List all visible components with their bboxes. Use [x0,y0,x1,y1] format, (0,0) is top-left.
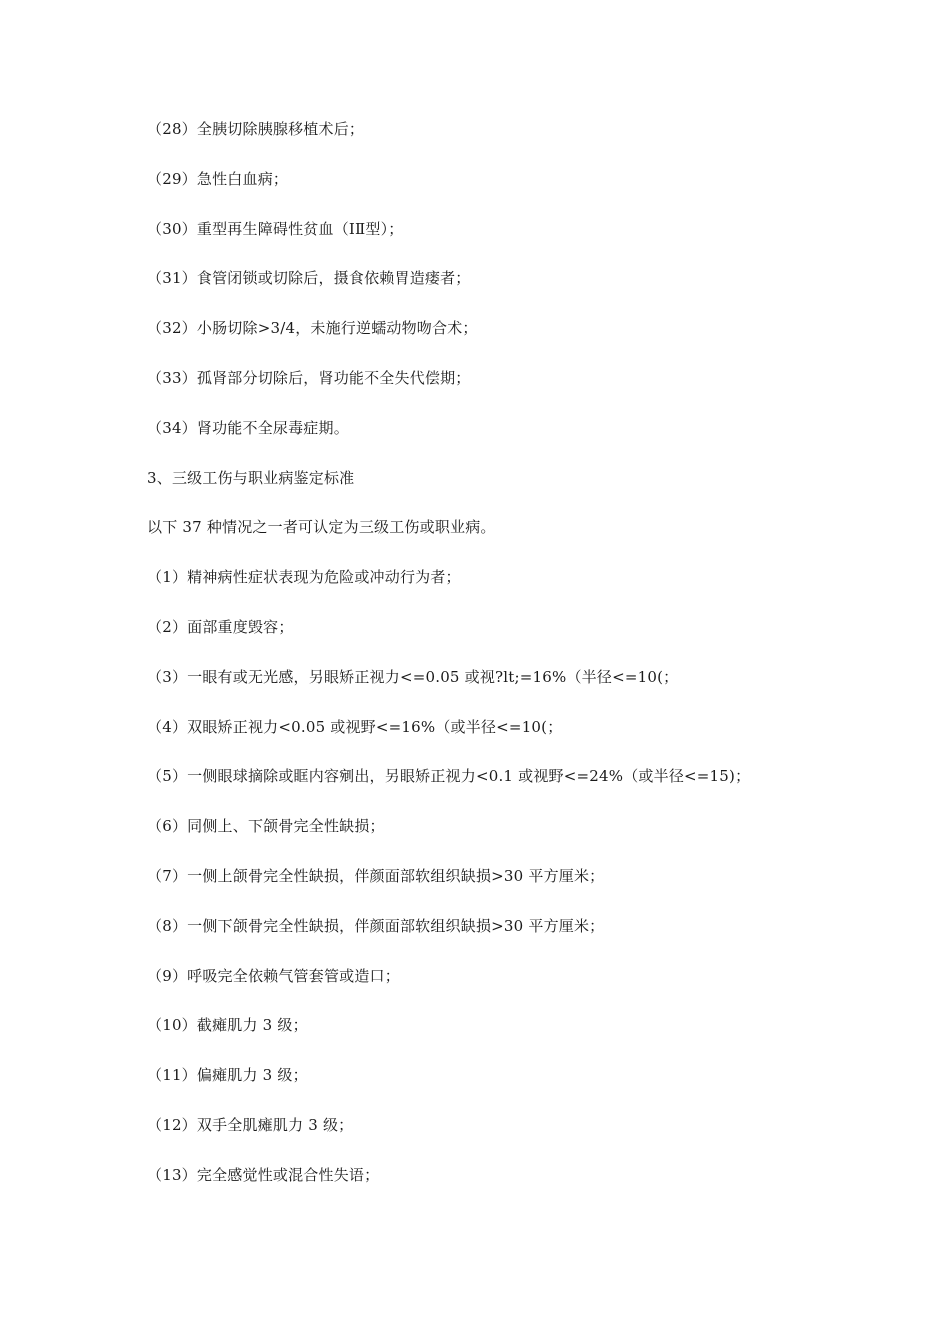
list-item-32: （32）小肠切除>3/4，未施行逆蠕动物吻合术； [147,319,478,338]
list-item-10: （10）截瘫肌力 3 级； [147,1016,308,1035]
list-item-28: （28）全胰切除胰腺移植术后； [147,120,365,138]
list-item-7: （7）一侧上颌骨完全性缺损，伴颜面部软组织缺损>30 平方厘米； [147,866,605,885]
list-item-2: （2）面部重度毁容； [147,617,294,636]
list-item-8: （8）一侧下颌骨完全性缺损，伴颜面部软组织缺损>30 平方厘米； [147,916,605,935]
list-item-4: （4）双眼矫正视力<0.05 或视野<=16%（或半径<=10(； [147,717,563,736]
list-item-13: （13）完全感觉性或混合性失语； [147,1165,380,1184]
list-item-11: （11）偏瘫肌力 3 级； [147,1066,308,1085]
list-item-5: （5）一侧眼球摘除或眶内容剜出，另眼矫正视力<0.1 或视野<=24%（或半径<=15)； [147,767,751,786]
list-item-1: （1）精神病性症状表现为危险或冲动行为者； [147,568,461,587]
section-heading: 3、三级工伤与职业病鉴定标准 [147,468,355,487]
list-item-29: （29）急性白血病； [147,169,289,188]
list-item-33: （33）孤肾部分切除后，肾功能不全失代偿期； [147,368,471,387]
list-item-30: （30）重型再生障碍性贫血（ⅠⅡ型）； [147,219,404,238]
list-item-34: （34）肾功能不全尿毒症期。 [147,418,349,437]
document-body [147,116,907,1212]
list-item-31: （31）食管闭锁或切除后，摄食依赖胃造瘘者； [147,269,471,288]
list-item-6: （6）同侧上、下颌骨完全性缺损； [147,817,385,836]
list-item-12: （12）双手全肌瘫肌力 3 级； [147,1115,354,1134]
list-item-3: （3）一眼有或无光感，另眼矫正视力<=0.05 或视?lt;=16%（半径<=10(； [147,667,679,686]
section-intro: 以下 37 种情况之一者可认定为三级工伤或职业病。 [147,518,496,537]
list-item-9: （9）呼吸完全依赖气管套管或造口； [147,966,400,985]
